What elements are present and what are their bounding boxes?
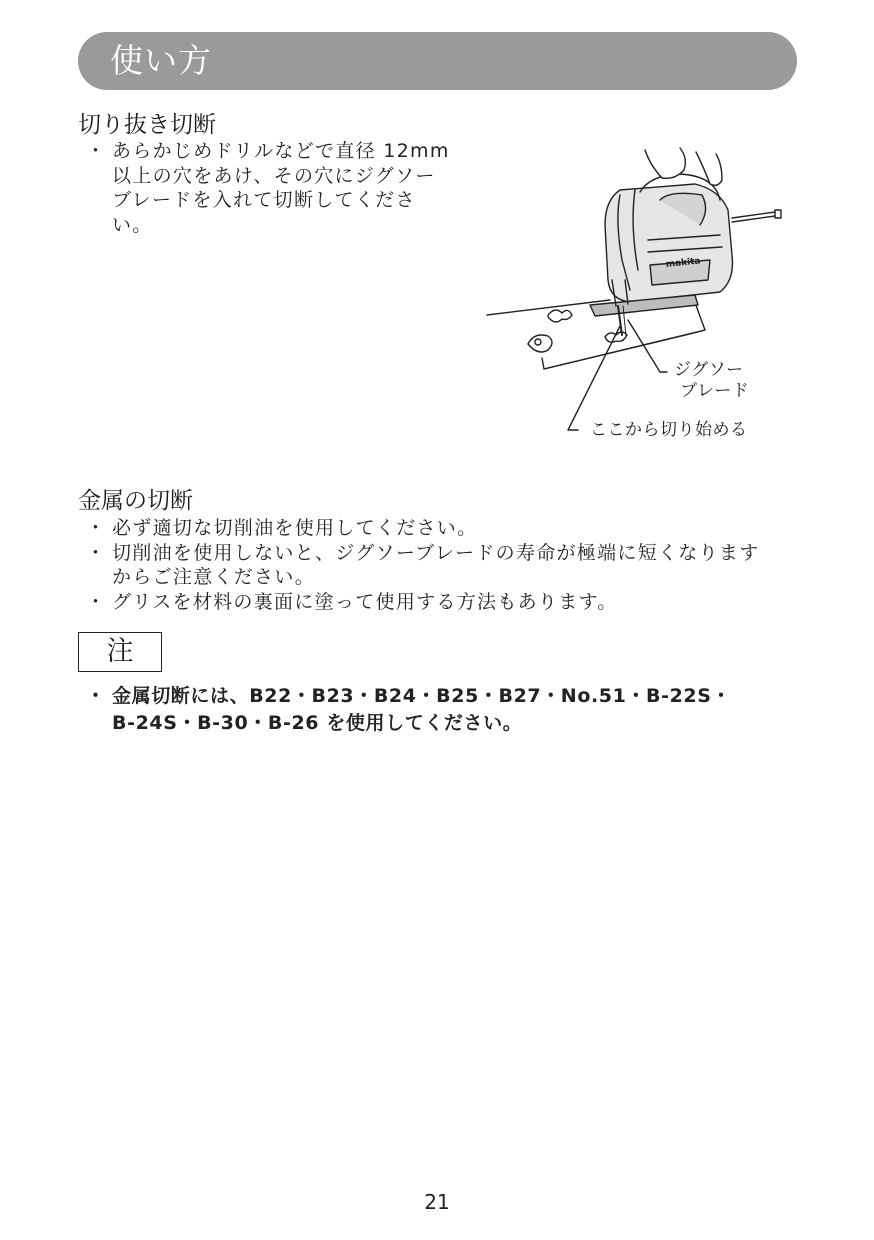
bullet-line: ブレードを入れて切断してくださ: [112, 189, 416, 211]
bullet-glyph: ・: [86, 541, 107, 564]
bullet-line: B-24S・B-30・B-26 を使用してください。: [112, 712, 523, 734]
list-item: [78, 683, 808, 737]
bullet-line: あらかじめドリルなどで直径 12mm: [112, 140, 450, 162]
bullet-line: 必ず適切な切削油を使用してください。: [112, 517, 478, 539]
callout-blade: [674, 360, 749, 402]
bullet-line: グリスを材料の裏面に塗って使用する方法もあります。: [112, 590, 618, 613]
page-number: 21: [424, 1190, 450, 1214]
callout-start-point: ここから切り始める: [590, 420, 748, 440]
bullet-glyph: ・: [86, 140, 107, 162]
bullet-line: い。: [112, 213, 153, 236]
list-item: [78, 516, 808, 541]
bullet-line: 金属切断には、B22・B23・B24・B25・B27・No.51・B-22S・: [112, 685, 732, 707]
list-item: [78, 541, 808, 590]
bullet-line: からご注意ください。: [112, 566, 316, 588]
section-heading-metal: 金属の切断: [78, 488, 193, 514]
cutout-bullet-list: [78, 139, 468, 237]
jigsaw-drawing: [470, 140, 800, 450]
bullet-glyph: ・: [86, 685, 106, 707]
metal-bullet-list: [78, 516, 808, 614]
note-label: 注: [106, 636, 134, 667]
note-label-box: [78, 632, 162, 672]
list-item: [78, 590, 808, 615]
bullet-glyph: ・: [86, 590, 107, 613]
callout-line: ブレード: [680, 381, 750, 401]
bullet-glyph: ・: [86, 517, 107, 539]
brand-logo-text: makita: [665, 256, 702, 270]
jigsaw-illustration: [470, 140, 800, 450]
bullet-line: 切削油を使用しないと、ジグソーブレードの寿命が極端に短くなります: [112, 541, 760, 564]
bullet-line: 以上の穴をあけ、その穴にジグソー: [112, 164, 436, 187]
page-title: 使い方: [110, 41, 212, 80]
list-item: [78, 139, 468, 237]
header-bar: [78, 32, 797, 90]
section-heading-cutout: 切り抜き切断: [78, 112, 216, 138]
callout-line: ジグソー: [674, 360, 744, 380]
note-list: [78, 683, 808, 737]
